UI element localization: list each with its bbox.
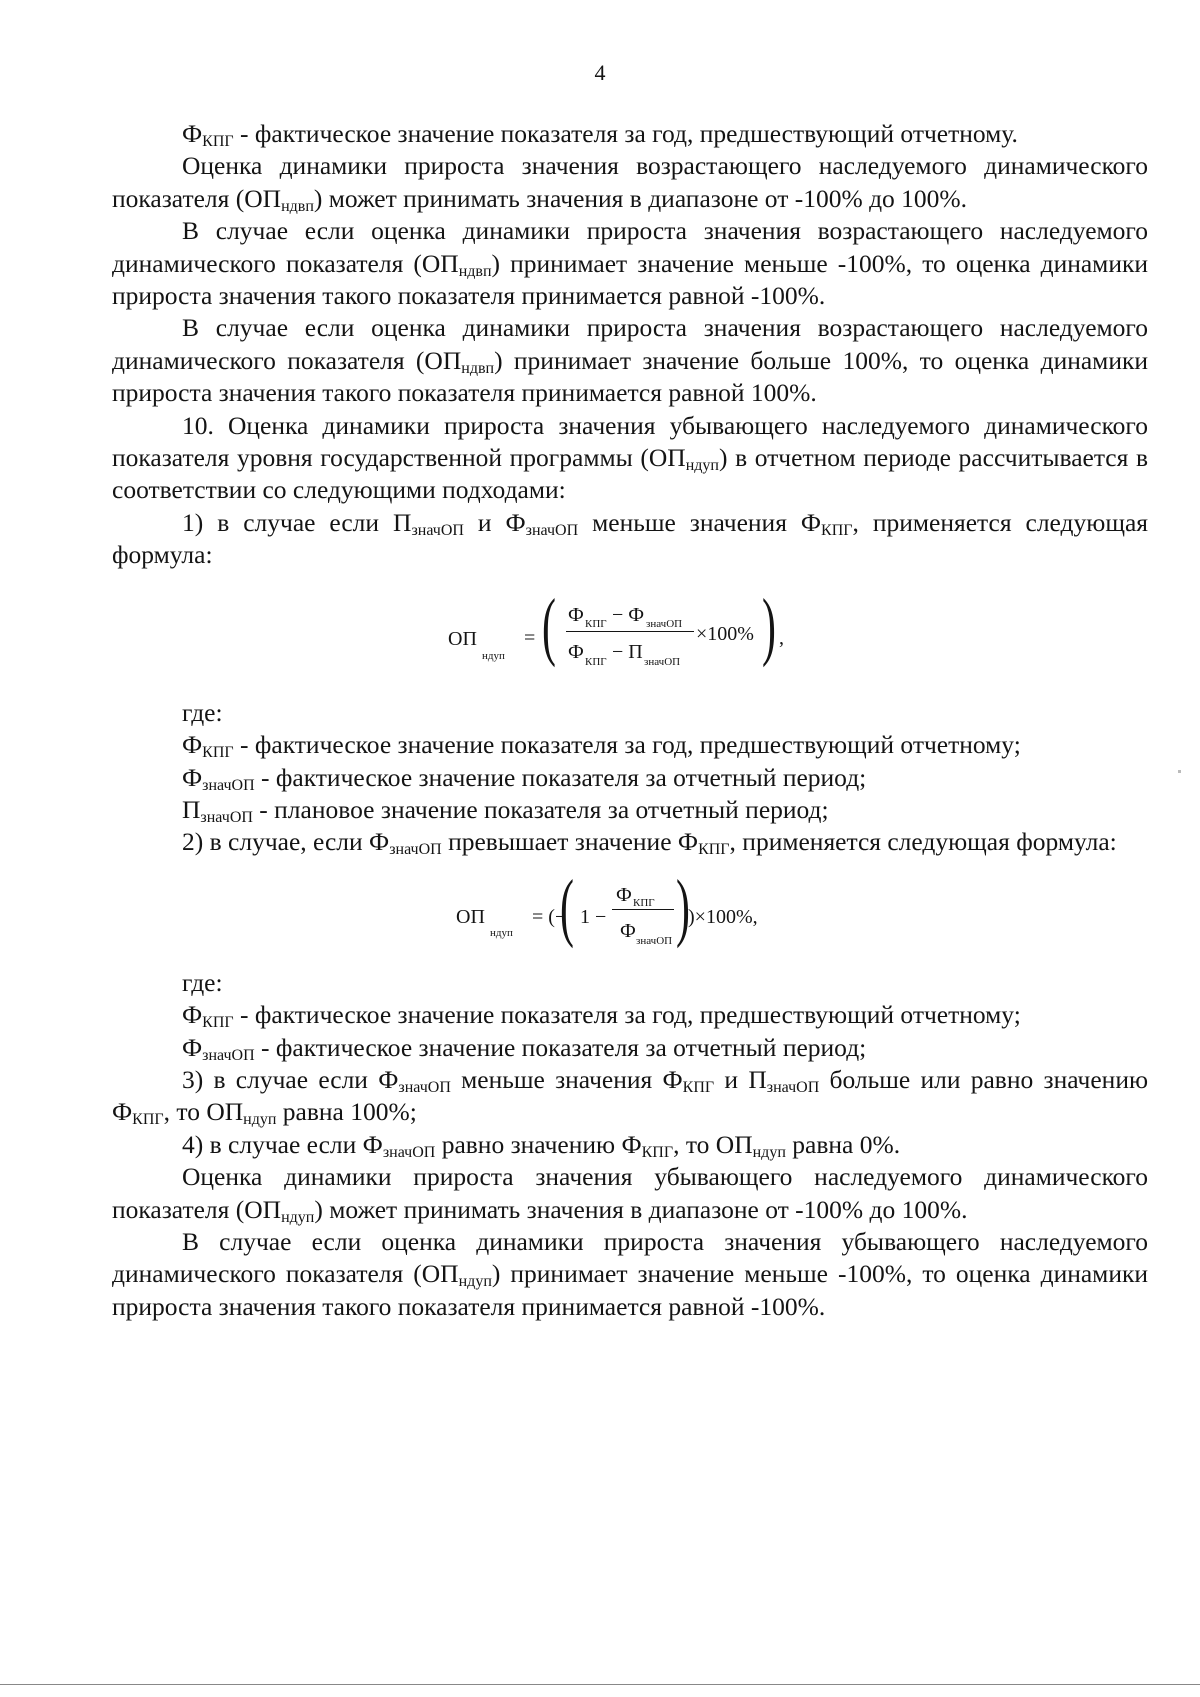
definition-fznachop: $Ф_{значОП}$ - фактическое значение показателя за отчетный период; xyxy=(182,762,867,794)
case-4: 4) в случае если $Ф_{значОП}$ равно значению $Ф_{КПГ}$, то $ОП_{ндуп}$ равна 0%. xyxy=(182,1129,901,1161)
paragraph-range-ondup: Оценка динамики прироста значения убывающего наследуемого динамического показателя $(ОП_{ндуп})$ может принимать значения в диапазоне от -100% до 100%. xyxy=(112,1162,1148,1226)
paragraph-item-10: 10. Оценка динамики прироста значения убывающего наследуемого динамического показателя уровня государственной программы $(ОП_{ндуп})$ в отчетном периоде рассчитывается в соответствии со следующими подходами: xyxy=(112,410,1149,505)
case-1: 1) в случае если $П_{значОП}$ и $Ф_{значОП}$ меньше значения $Ф_{КПГ}$, применяется следующая формула: xyxy=(112,507,1148,570)
formula-2: ОП ндуп = (− ( 1 − Ф КПГ Ф значОП ) )×100%, xyxy=(456,864,758,949)
scan-speck xyxy=(1178,770,1181,773)
where-label-2: где: xyxy=(182,967,223,997)
paragraph-ondup-below: В случае если оценка динамики прироста значения убывающего наследуемого динамического показателя $(ОП_{ндуп})$ принимает значение меньше -100%, то оценка динамики прироста значения такого показателя принимается равной -100%. xyxy=(112,1226,1148,1321)
definition-fznachop-2: $Ф_{значОП}$ - фактическое значение показателя за отчетный период; xyxy=(182,1032,867,1064)
definition-fkpg: $Ф_{КПГ}$ - фактическое значение показателя за год, предшествующий отчетному; xyxy=(182,730,1021,762)
definition-fkpg-intro: $Ф_{КПГ}$ - фактическое значение показателя за год, предшествующий отчетному. xyxy=(182,119,1018,150)
definition-fkpg-2: $Ф_{КПГ}$ - фактическое значение показателя за год, предшествующий отчетному; xyxy=(182,1000,1021,1032)
paragraph-ondvp-below: В случае если оценка динамики прироста значения возрастающего наследуемого динамического показателя $(ОП_{ндвп})$ принимает значение меньше -100%, то оценка динамики прироста значения такого показателя принимается равной -100%. xyxy=(112,216,1148,311)
case-2: 2) в случае, если $Ф_{значОП}$ превышает значение $Ф_{КПГ}$, применяется следующая формула: xyxy=(182,827,1117,859)
formula-1: ОП ндуп = ( Ф КПГ − Ф значОП Ф КПГ − П значОП ×100% ) , xyxy=(448,583,784,668)
where-label-1: где: xyxy=(182,697,223,727)
paragraph-range-ondvp: Оценка динамики прироста значения возрастающего наследуемого динамического показателя $(ОП_{ндвп})$ может принимать значения в диапазоне от -100% до 100%. xyxy=(112,151,1148,215)
case-3: 3) в случае если $Ф_{значОП}$ меньше значения $Ф_{КПГ}$ и $П_{значОП}$ больше или равно значению $Ф_{КПГ}$, то $ОП_{ндуп}$ равна 100%; xyxy=(112,1064,1149,1129)
document-body xyxy=(112,118,1148,1323)
definition-pznachop: $П_{значОП}$ - плановое значение показателя за отчетный период; xyxy=(182,794,829,826)
page-number: 4 xyxy=(594,60,606,85)
paragraph-ondvp-above: В случае если оценка динамики прироста значения возрастающего наследуемого динамического показателя $(ОП_{ндвп})$ принимает значение больше 100%, то оценка динамики прироста значения такого показателя принимается равной 100%. xyxy=(112,313,1148,408)
scan-edge-line xyxy=(0,1684,1200,1685)
